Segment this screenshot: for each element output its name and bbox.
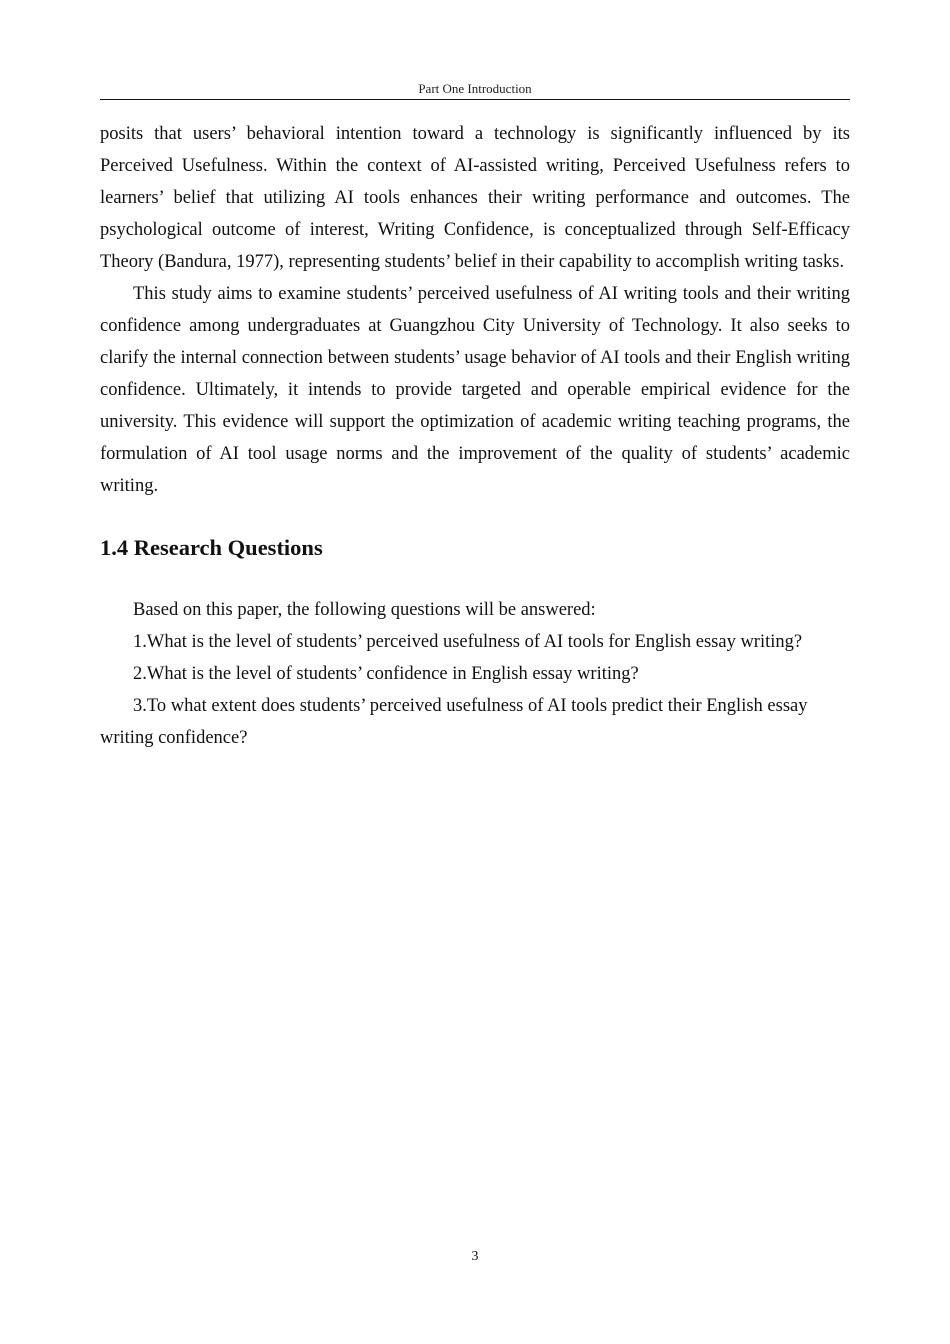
research-question-2: 2.What is the level of students’ confidence in English essay writing?	[133, 664, 639, 684]
body-paragraph-continued: posits that users’ behavioral intention toward a technology is significantly influenced by its Perceived Usefulness. Within the context of AI-assisted writing, Perceived Usefulness refers to learners’ belief that utilizing AI tools enhances their writing performance and outcomes. The psychological outcome of interest, Writing Confidence, is conceptualized through Self-Efficacy Theory (Bandura, 1977), representing students’ belief in their capability to accomplish writing tasks.	[100, 124, 850, 272]
research-question-3: 3.To what extent does students’ perceived usefulness of AI tools predict their English essay writing confidence?	[100, 696, 808, 748]
page-content	[100, 118, 850, 754]
questions-intro: Based on this paper, the following questions will be answered:	[133, 600, 596, 620]
section-heading: 1.4 Research Questions	[100, 535, 323, 560]
page-number: 3	[471, 1249, 479, 1264]
running-header: Part One Introduction	[418, 81, 532, 96]
header-divider	[100, 99, 850, 100]
research-question-1: 1.What is the level of students’ perceived usefulness of AI tools for English essay writing?	[133, 632, 803, 652]
body-paragraph-study-aims: This study aims to examine students’ perceived usefulness of AI writing tools and their writing confidence among undergraduates at Guangzhou City University of Technology. It also seeks to clarify the internal connection between students’ usage behavior of AI tools and their English writing confidence. Ultimately, it intends to provide targeted and operable empirical evidence for the university. This evidence will support the optimization of academic writing teaching programs, the formulation of AI tool usage norms and the improvement of the quality of students’ academic writing.	[100, 284, 850, 496]
